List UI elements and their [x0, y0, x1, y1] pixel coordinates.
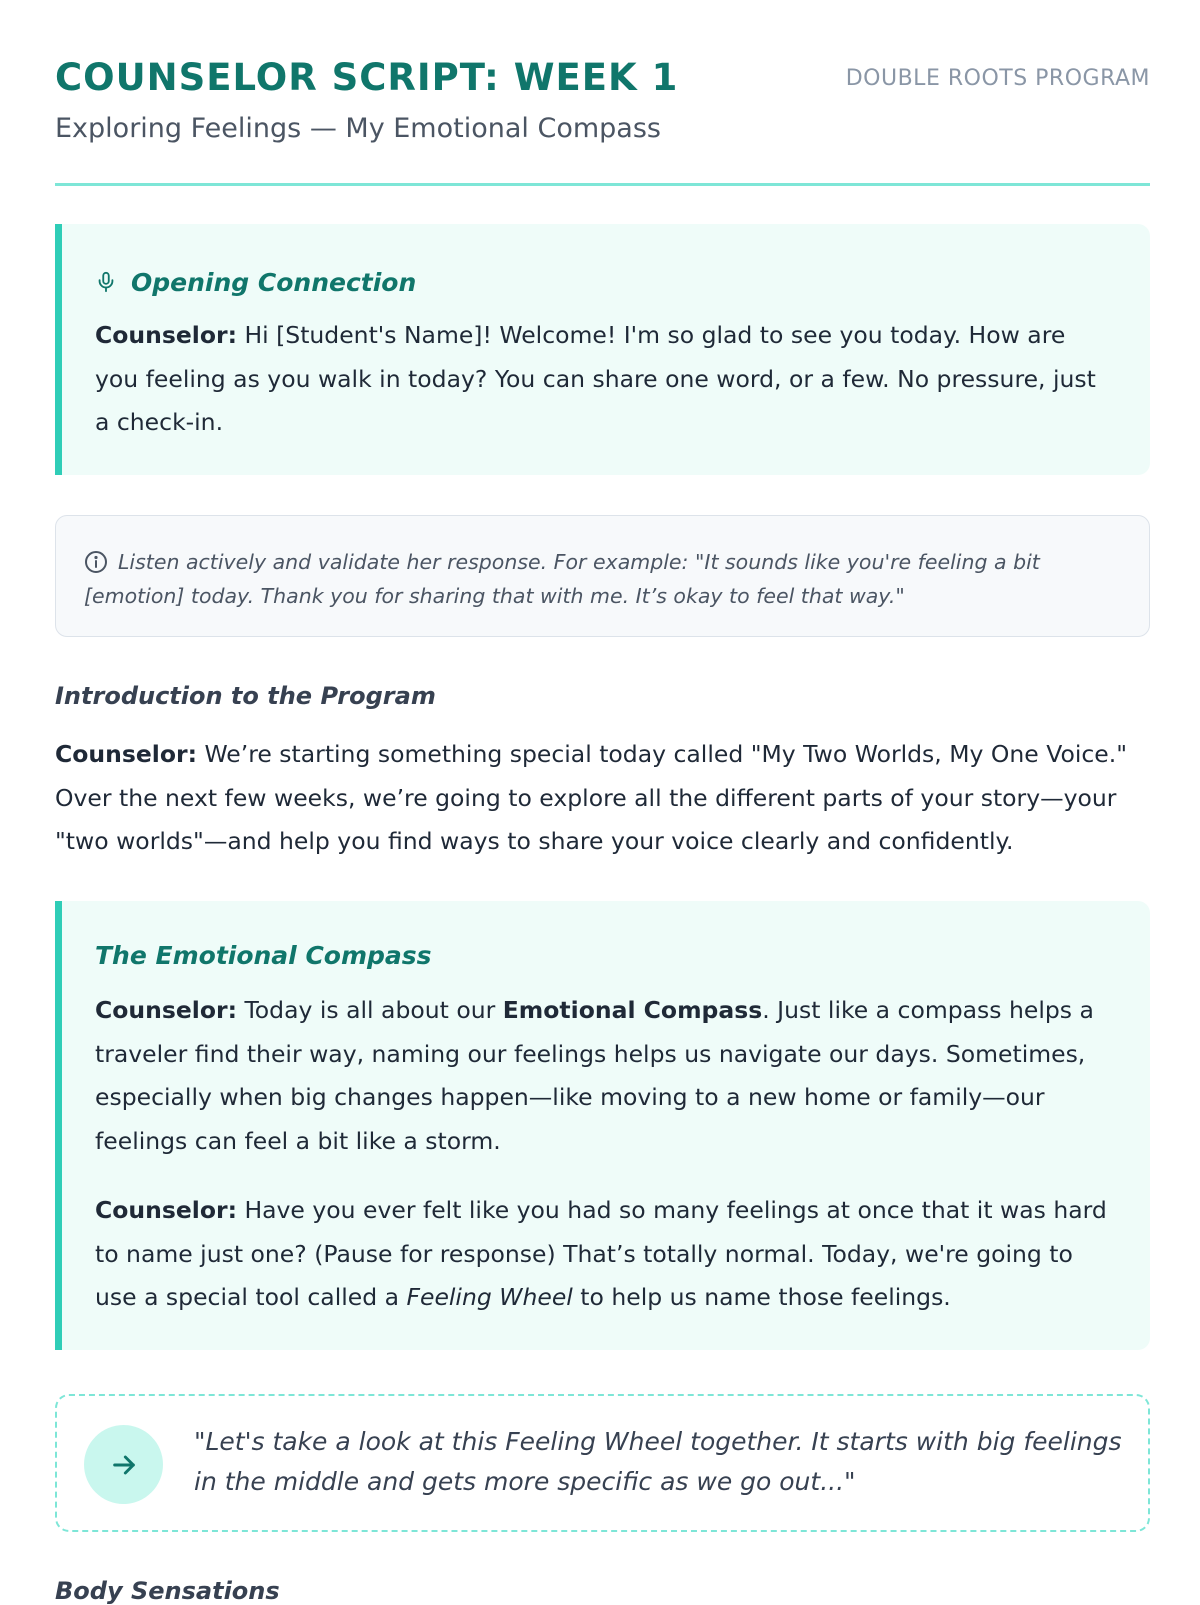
emotional-compass-callout [55, 901, 1150, 1350]
page-subtitle: Exploring Feelings — My Emotional Compass [55, 113, 661, 144]
program-name: DOUBLE ROOTS PROGRAM [845, 66, 1150, 91]
introduction-text [55, 733, 1150, 864]
dialogue-text: Today is all about our [236, 996, 503, 1024]
page-title: COUNSELOR SCRIPT: WEEK 1 [55, 56, 679, 99]
opening-connection-heading [95, 264, 1115, 300]
script-page [55, 0, 1150, 1605]
emotional-compass-heading [95, 937, 1115, 973]
italic-term: Feeling Wheel [406, 1283, 573, 1311]
arrow-right-icon [108, 1449, 140, 1481]
emotional-compass-title: The Emotional Compass [95, 940, 432, 970]
microphone-icon [95, 270, 117, 294]
compass-paragraph-1 [95, 989, 1115, 1163]
speaker-label: Counselor: [55, 740, 197, 768]
compass-paragraph-2 [95, 1189, 1115, 1320]
dialogue-text: Have you ever felt like you had so many feelings at once that it was hard to name just one? (Pause for response) That’s totally normal. Today, we're going to use a special tool called a [95, 1196, 1107, 1311]
tip-text-line [84, 545, 1121, 613]
prompt-icon-circle [84, 1425, 163, 1504]
dialogue-text: to help us name those feelings. [572, 1283, 951, 1311]
introduction-heading: Introduction to the Program [55, 682, 436, 710]
opening-connection-callout [55, 224, 1150, 475]
opening-connection-title: Opening Connection [131, 267, 417, 297]
dialogue-text: We’re starting something special today called "My Two Worlds, My One Voice." Over the next few weeks, we’re going to explore all the different parts of your story—your "two worlds"—and help you find ways to share your voice clearly and confidently. [55, 740, 1128, 855]
speaker-label: Counselor: [95, 1196, 237, 1224]
prompt-text: "Let's take a look at this Feeling Wheel together. It starts with big feelings in the middle and gets more specific as we go out..." [194, 1427, 1122, 1496]
body-sensations-heading: Body Sensations [55, 1577, 280, 1605]
emphasis-term: Emotional Compass [502, 996, 763, 1024]
dialogue-text: Hi [Student's Name]! Welcome! I'm so glad to see you today. How are you feeling as you walk in today? You can share one word, or a few. No pressure, just a check-in. [95, 321, 1096, 436]
speaker-label: Counselor: [95, 321, 237, 349]
counselor-tip-note [55, 515, 1150, 637]
page-header [55, 0, 1150, 186]
dialogue-text: . Just like a compass helps a traveler find their way, naming our feelings helps us navigate our days. Sometimes, especially when big changes happen—like moving to a new home or family—our feelings can feel a bit like a storm. [95, 996, 1094, 1155]
feeling-wheel-prompt [55, 1394, 1150, 1532]
info-icon [84, 550, 108, 574]
opening-connection-text [95, 314, 1115, 445]
tip-text: Listen actively and validate her response. For example: "It sounds like you're feeling a bit [emotion] today. Thank you for sharing that with me. It’s okay to feel that way." [84, 550, 1040, 608]
speaker-label: Counselor: [95, 996, 237, 1024]
